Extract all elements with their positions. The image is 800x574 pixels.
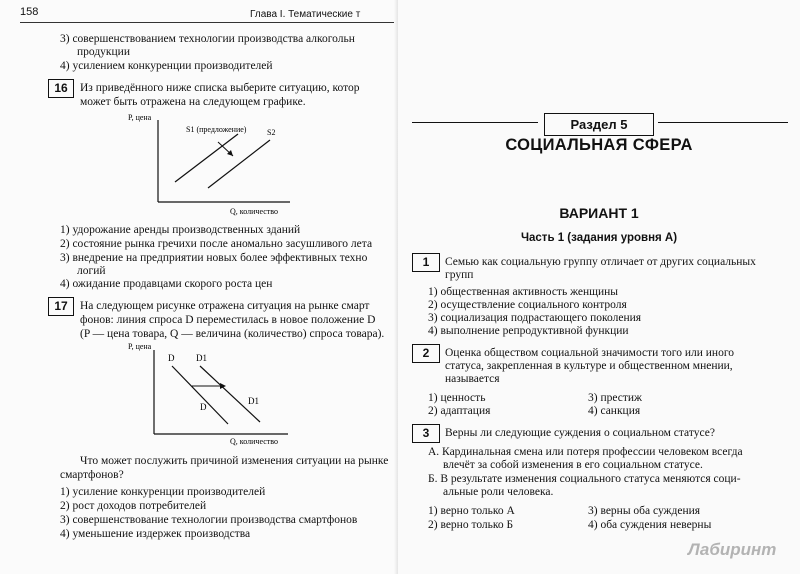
q16-text-line1: Из приведённого ниже списка выберите ситуацию, котор [80,82,360,94]
q16-option-3-cont: логий [77,265,106,277]
q17-text-line1: На следующем рисунке отражена ситуация на рынке смарт [80,300,370,312]
q2-option-1: 1) ценность [428,392,486,404]
q1-option-1: 1) общественная активность женщины [428,286,619,298]
d1-label-bottom: D1 [248,396,259,406]
q3-option-1: 1) верно только А [428,505,515,517]
q17-option-1: 1) усиление конкуренции производителей [60,486,266,498]
supply-shift-graph [120,110,300,218]
q17-option-4: 4) уменьшение издержек производства [60,528,251,540]
question-2-number: 2 [412,344,440,363]
q1-option-4: 4) выполнение репродуктивной функции [428,325,629,337]
q3-option-4: 4) оба суждения неверны [588,519,712,531]
s2-label: S2 [267,128,276,137]
q3-option-2: 2) верно только Б [428,519,514,531]
q16-option-4: 4) ожидание продавцами скорого роста цен [60,278,273,290]
q16-option-2: 2) состояние рынка гречихи после аномально засушливого лета [60,238,373,250]
supply-curve-s1 [175,134,238,182]
section-rule-right [658,122,788,123]
q3-text-line1: Верны ли следующие суждения о социальном статусе? [445,427,715,439]
supply-curve-s2 [208,140,270,188]
q3-statement-a-cont: влечёт за собой изменения в его социальном статусе. [443,459,703,471]
q3-statement-b-cont: альные роли человека. [443,486,554,498]
d1-label-top: D1 [196,353,207,363]
q16-y-axis-label: P, цена [128,113,152,122]
question-17-number: 17 [48,297,74,316]
header-rule [20,22,394,23]
q17-x-axis-label: Q, количество [230,437,278,446]
q2-text-line1: Оценка обществом социальной значимости того или иного [445,347,734,359]
q16-option-1: 1) удорожание аренды производственных зданий [60,224,301,236]
q17-option-3: 3) совершенствование технологии производства смартфонов [60,514,358,526]
right-page [398,0,800,574]
section-label-box: Раздел 5 [544,113,654,136]
prev-option-4: 4) усилением конкуренции производителей [60,60,273,72]
part-title: Часть 1 (задания уровня А) [520,232,678,244]
q3-option-3: 3) верны оба суждения [588,505,701,517]
q17-question-line1: Что может послужить причиной изменения ситуации на рынке [80,455,389,467]
q17-option-2: 2) рост доходов потребителей [60,500,207,512]
q2-text-line2: статуса, закрепленная в культуре и общественном мнении, [445,360,733,372]
demand-curve-d [172,366,228,424]
variant-title: ВАРИАНТ 1 [559,205,639,221]
q17-text-line3: (P — цена товара, Q — величина (количество) спроса товара). [80,328,385,340]
q2-option-2: 2) адаптация [428,405,491,417]
page-number: 158 [20,6,39,18]
q16-text-line2: может быть отражена на следующем графике. [80,96,306,108]
left-page [0,0,398,574]
section-rule-left [412,122,538,123]
q1-text-line1: Семью как социальную группу отличает от других социальных [445,256,756,268]
q2-text-line3: называется [445,373,500,385]
question-1-number: 1 [412,253,440,272]
q17-question-line2: смартфонов? [60,469,124,481]
q3-statement-a: А. Кардинальная смена или потеря профессии человеком всегда [428,446,743,458]
demand-shift-graph [120,342,300,450]
prev-option-3-cont: продукции [77,46,130,58]
d-label-top: D [168,353,175,363]
section-title: СОЦИАЛЬНАЯ СФЕРА [505,136,693,154]
q1-text-line2: групп [445,269,474,281]
q2-option-3: 3) престиж [588,392,642,404]
question-3-number: 3 [412,424,440,443]
running-head: Глава I. Тематические т [250,9,361,20]
prev-option-3: 3) совершенствованием технологии производства алкогольн [60,33,355,45]
s1-label: S1 (предложение) [186,125,247,134]
q16-x-axis-label: Q, количество [230,207,278,216]
question-16-number: 16 [48,79,74,98]
q1-option-2: 2) осуществление социального контроля [428,299,627,311]
q3-statement-b: Б. В результате изменения социального статуса меняются соци- [428,473,741,485]
q2-option-4: 4) санкция [588,405,641,417]
labirint-watermark: Лабиринт [688,540,777,559]
q17-text-line2: фонов: линия спроса D переместилась в новое положение D [80,314,376,326]
d-label-bottom: D [200,402,207,412]
demand-curve-d1 [200,366,260,422]
q1-option-3: 3) социализация подрастающего поколения [428,312,642,324]
q16-option-3: 3) внедрение на предприятии новых более эффективных техно [60,252,368,264]
q17-y-axis-label: P, цена [128,342,152,351]
